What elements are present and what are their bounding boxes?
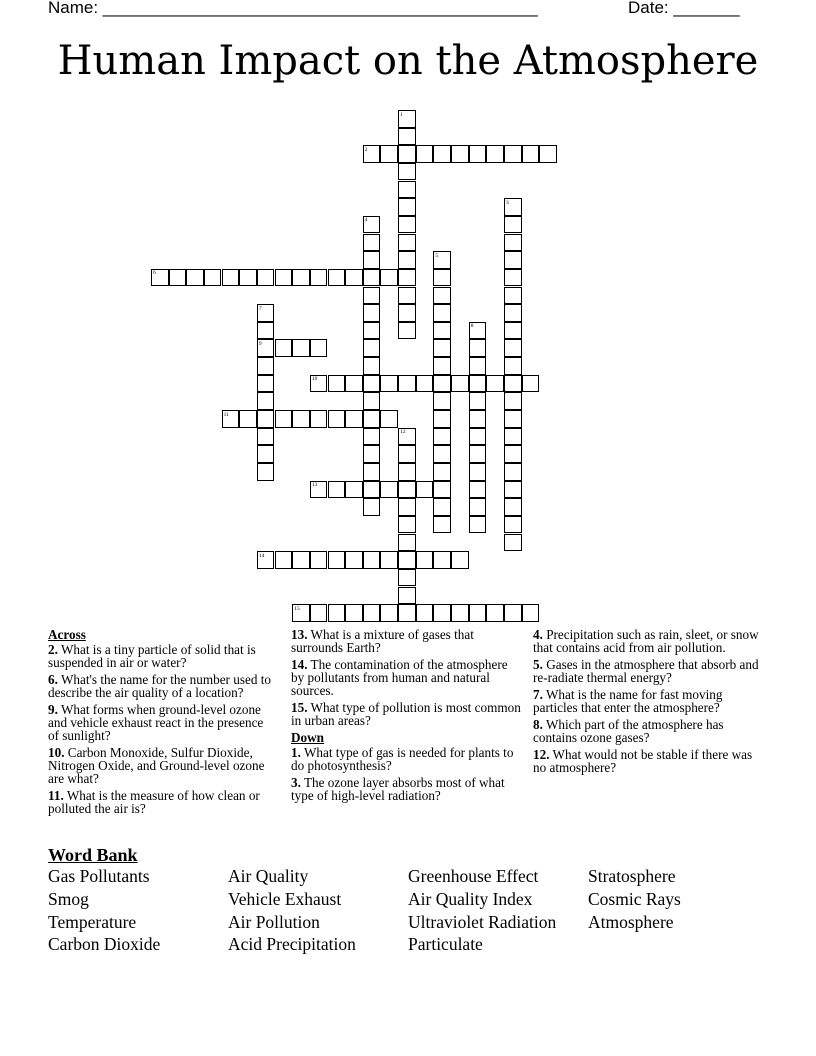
crossword-cell[interactable] [398, 587, 416, 605]
across-heading: Across [48, 627, 86, 642]
crossword-cell[interactable] [363, 234, 381, 252]
crossword-cell[interactable] [292, 339, 310, 357]
crossword-cell[interactable] [398, 304, 416, 322]
crossword-cell[interactable] [363, 604, 381, 622]
crossword-cell[interactable] [451, 145, 469, 163]
page-title: Human Impact on the Atmosphere [57, 38, 759, 84]
crossword-cell[interactable] [328, 481, 346, 499]
clue-number: 10 [311, 376, 318, 383]
crossword-cell[interactable] [433, 516, 451, 534]
crossword-cell[interactable] [257, 375, 275, 393]
crossword-cell[interactable] [486, 604, 504, 622]
crossword-cell[interactable] [380, 604, 398, 622]
crossword-cell[interactable] [539, 145, 557, 163]
clue-across-2: 2. What is a tiny particle of solid that is suspended in air or water? [48, 642, 256, 670]
crossword-cell[interactable] [398, 498, 416, 516]
crossword-cell[interactable] [504, 428, 522, 446]
crossword-cell[interactable] [433, 498, 451, 516]
crossword-cell[interactable] [469, 463, 487, 481]
clue-down-12: 12. What would not be stable if there was no atmosphere? [533, 747, 753, 775]
crossword-cell[interactable] [522, 375, 540, 393]
crossword-cell[interactable] [380, 375, 398, 393]
crossword-cell[interactable] [239, 410, 257, 428]
crossword-cell[interactable] [275, 551, 293, 569]
crossword-cell[interactable] [433, 410, 451, 428]
crossword-cell[interactable] [504, 481, 522, 499]
crossword-cell[interactable] [398, 445, 416, 463]
crossword-cell[interactable] [469, 516, 487, 534]
crossword-cell[interactable] [469, 410, 487, 428]
crossword-cell[interactable] [363, 357, 381, 375]
clue-across-9: 9. What forms when ground-level ozone and vehicle exhaust react in the presence of sunlight? [48, 702, 264, 743]
crossword-cell[interactable] [275, 339, 293, 357]
crossword-cell[interactable] [469, 604, 487, 622]
crossword-cell[interactable] [310, 339, 328, 357]
crossword-cell[interactable] [398, 463, 416, 481]
crossword-cell[interactable] [257, 322, 275, 340]
crossword-cell[interactable] [257, 463, 275, 481]
crossword-cell[interactable] [504, 269, 522, 287]
word-bank-title: Word Bank [48, 845, 138, 865]
crossword-cell[interactable] [522, 604, 540, 622]
clue-number: 15 [294, 605, 300, 612]
crossword-cell[interactable] [310, 551, 328, 569]
clue-down-4: 4. Precipitation such as rain, sleet, or snow that contains acid from air pollution. [533, 627, 759, 655]
crossword-cell[interactable] [257, 357, 275, 375]
crossword-cell[interactable] [433, 481, 451, 499]
crossword-cell[interactable] [504, 145, 522, 163]
crossword-cell[interactable] [292, 269, 310, 287]
crossword-cell[interactable] [416, 481, 434, 499]
crossword-cell[interactable] [416, 145, 434, 163]
crossword-cell[interactable] [433, 375, 451, 393]
clues-column-2 [291, 628, 523, 806]
crossword-cell[interactable] [398, 128, 416, 146]
crossword-cell[interactable] [380, 551, 398, 569]
crossword-cell[interactable] [398, 604, 416, 622]
crossword-cell[interactable] [363, 392, 381, 410]
crossword-cell[interactable] [398, 145, 416, 163]
word-bank-item: Gas Pollutants [48, 866, 150, 886]
crossword-cell[interactable] [186, 269, 204, 287]
crossword-cell[interactable] [345, 410, 363, 428]
clue-number: 3 [506, 199, 509, 206]
crossword-cell[interactable] [433, 604, 451, 622]
crossword-cell[interactable] [363, 551, 381, 569]
crossword-cell[interactable] [398, 534, 416, 552]
crossword-cell[interactable] [398, 181, 416, 199]
crossword-cell[interactable] [504, 392, 522, 410]
clues-column-1 [48, 628, 276, 819]
crossword-cell[interactable] [169, 269, 187, 287]
crossword-cell[interactable] [363, 251, 381, 269]
word-bank-item: Particulate [408, 934, 483, 954]
crossword-cell[interactable] [433, 463, 451, 481]
clue-down-3: 3. The ozone layer absorbs most of what type of high-level radiation? [291, 775, 505, 803]
crossword-cell[interactable] [486, 145, 504, 163]
clue-down-8: 8. Which part of the atmosphere has contains ozone gases? [533, 717, 724, 745]
crossword-cell[interactable] [345, 604, 363, 622]
word-bank-item: Carbon Dioxide [48, 934, 161, 954]
crossword-cell[interactable] [292, 410, 310, 428]
crossword-cell[interactable] [363, 481, 381, 499]
crossword-cell[interactable] [363, 287, 381, 305]
crossword-cell[interactable] [275, 269, 293, 287]
crossword-cell[interactable] [398, 269, 416, 287]
crossword-cell[interactable] [275, 410, 293, 428]
word-bank-item: Atmosphere [588, 912, 674, 932]
word-bank-item: Ultraviolet Radiation [408, 912, 557, 932]
crossword-cell[interactable] [433, 445, 451, 463]
crossword-cell[interactable] [451, 604, 469, 622]
crossword-cell[interactable] [310, 269, 328, 287]
crossword-cell[interactable] [504, 516, 522, 534]
crossword-cell[interactable] [504, 604, 522, 622]
crossword-cell[interactable] [328, 375, 346, 393]
clue-across-13: 13. What is a mixture of gases that surrounds Earth? [291, 627, 474, 655]
crossword-cell[interactable] [257, 410, 275, 428]
crossword-cell[interactable] [504, 445, 522, 463]
crossword-cell[interactable] [469, 481, 487, 499]
crossword-cell[interactable] [398, 234, 416, 252]
crossword-cell[interactable] [469, 145, 487, 163]
clue-across-14: 14. The contamination of the atmosphere by pollutants from human and natural sources. [291, 657, 508, 698]
crossword-cell[interactable] [504, 251, 522, 269]
word-bank-item: Acid Precipitation [228, 934, 356, 954]
clue-down-1: 1. What type of gas is needed for plants to do photosynthesis? [291, 745, 514, 773]
crossword-cell[interactable] [363, 322, 381, 340]
crossword-cell[interactable] [239, 269, 257, 287]
date-field[interactable]: Date: _______ [628, 0, 740, 17]
clue-number: 13 [311, 482, 318, 489]
crossword-cell[interactable] [204, 269, 222, 287]
crossword-cell[interactable] [380, 410, 398, 428]
clue-down-7: 7. What is the name for fast moving particles that enter the atmosphere? [533, 687, 723, 715]
crossword-cell[interactable] [416, 551, 434, 569]
crossword-cell[interactable] [398, 163, 416, 181]
crossword-cell[interactable] [504, 216, 522, 234]
crossword-cell[interactable] [363, 445, 381, 463]
crossword-cell[interactable] [469, 339, 487, 357]
crossword-cell[interactable] [398, 287, 416, 305]
crossword-cell[interactable] [398, 375, 416, 393]
clue-across-10: 10. Carbon Monoxide, Sulfur Dioxide, Nitrogen Oxide, and Ground-level ozone are what? [48, 745, 265, 786]
crossword-cell[interactable] [504, 304, 522, 322]
clue-number: 9 [258, 340, 262, 347]
crossword-cell[interactable] [380, 269, 398, 287]
crossword-cell[interactable] [504, 339, 522, 357]
crossword-cell[interactable] [257, 428, 275, 446]
clue-number: 4 [364, 217, 368, 224]
crossword-cell[interactable] [504, 322, 522, 340]
clue-down-5: 5. Gases in the atmosphere that absorb and re-radiate thermal energy? [533, 657, 759, 685]
clue-number: 12 [400, 429, 406, 436]
crossword-cell[interactable] [433, 287, 451, 305]
crossword-cell[interactable] [469, 445, 487, 463]
crossword-cell[interactable] [328, 604, 346, 622]
crossword-cell[interactable] [433, 339, 451, 357]
crossword-cell[interactable] [469, 375, 487, 393]
clue-number: 11 [223, 411, 229, 418]
crossword-cell[interactable] [451, 375, 469, 393]
word-bank-item: Air Quality [228, 866, 309, 886]
crossword-cell[interactable] [504, 375, 522, 393]
crossword-cell[interactable] [504, 357, 522, 375]
crossword-cell[interactable] [363, 269, 381, 287]
clue-number: 1 [400, 111, 403, 118]
crossword-cell[interactable] [363, 410, 381, 428]
crossword-cell[interactable] [363, 428, 381, 446]
crossword-cell[interactable] [398, 551, 416, 569]
clue-across-11: 11. What is the measure of how clean or polluted the air is? [48, 788, 260, 816]
crossword-cell[interactable] [328, 269, 346, 287]
crossword-cell[interactable] [292, 551, 310, 569]
crossword-cell[interactable] [345, 481, 363, 499]
clue-number: 6 [153, 270, 156, 277]
clue-number: 14 [258, 552, 265, 559]
word-bank-item: Temperature [48, 912, 137, 932]
crossword-cell[interactable] [345, 269, 363, 287]
crossword-cell[interactable] [257, 392, 275, 410]
crossword-cell[interactable] [345, 375, 363, 393]
crossword-cell[interactable] [433, 322, 451, 340]
crossword-cell[interactable] [433, 269, 451, 287]
crossword-cell[interactable] [363, 304, 381, 322]
crossword-cell[interactable] [433, 551, 451, 569]
crossword-cell[interactable] [310, 604, 328, 622]
word-bank-item: Air Quality Index [408, 889, 533, 909]
crossword-cell[interactable] [398, 516, 416, 534]
crossword-cell[interactable] [363, 339, 381, 357]
crossword-cell[interactable] [433, 304, 451, 322]
crossword-cell[interactable] [416, 375, 434, 393]
clue-across-15: 15. What type of pollution is most common in urban areas? [291, 700, 521, 728]
crossword-cell[interactable] [380, 145, 398, 163]
clue-number: 5 [435, 252, 439, 259]
word-bank-item: Stratosphere [588, 866, 676, 886]
crossword-cell[interactable] [522, 145, 540, 163]
crossword-cell[interactable] [345, 551, 363, 569]
word-bank-item: Greenhouse Effect [408, 866, 539, 886]
crossword-cell[interactable] [504, 463, 522, 481]
crossword-cell[interactable] [433, 357, 451, 375]
crossword-cell[interactable] [433, 145, 451, 163]
crossword-cell[interactable] [469, 428, 487, 446]
crossword-cell[interactable] [469, 498, 487, 516]
crossword-cell[interactable] [398, 251, 416, 269]
down-heading: Down [291, 730, 324, 745]
crossword-cell[interactable] [398, 198, 416, 216]
crossword-cell[interactable] [363, 463, 381, 481]
crossword-cell[interactable] [328, 410, 346, 428]
word-bank-item: Cosmic Rays [588, 889, 681, 909]
clue-number: 2 [364, 146, 368, 153]
crossword-cell[interactable] [328, 551, 346, 569]
crossword-cell[interactable] [222, 269, 240, 287]
word-bank-item: Vehicle Exhaust [228, 889, 342, 909]
crossword-cell[interactable] [433, 428, 451, 446]
crossword-cell[interactable] [451, 551, 469, 569]
crossword-cell[interactable] [469, 392, 487, 410]
crossword-cell[interactable] [310, 410, 328, 428]
crossword-cell[interactable] [433, 392, 451, 410]
crossword-cell[interactable] [504, 498, 522, 516]
crossword-cell[interactable] [486, 375, 504, 393]
name-field[interactable]: Name: ______________________________________________ [48, 0, 538, 17]
crossword-cell[interactable] [504, 410, 522, 428]
crossword-cell[interactable] [398, 216, 416, 234]
clue-number: 8 [470, 323, 474, 330]
crossword-cell[interactable] [398, 481, 416, 499]
crossword-cell[interactable] [469, 357, 487, 375]
crossword-cell[interactable] [363, 375, 381, 393]
crossword-cell[interactable] [257, 269, 275, 287]
crossword-cell[interactable] [257, 445, 275, 463]
word-bank-item: Air Pollution [228, 912, 320, 932]
clue-across-6: 6. What's the name for the number used to describe the air quality of a location? [48, 672, 271, 700]
crossword-cell[interactable] [416, 604, 434, 622]
crossword-cell[interactable] [504, 534, 522, 552]
crossword-cell[interactable] [504, 234, 522, 252]
clue-number: 7 [258, 305, 262, 312]
crossword-cell[interactable] [398, 569, 416, 587]
crossword-cell[interactable] [398, 322, 416, 340]
crossword-cell[interactable] [380, 481, 398, 499]
crossword-cell[interactable] [504, 287, 522, 305]
crossword-cell[interactable] [363, 498, 381, 516]
clues-column-3 [533, 628, 765, 778]
word-bank-item: Smog [48, 889, 89, 909]
